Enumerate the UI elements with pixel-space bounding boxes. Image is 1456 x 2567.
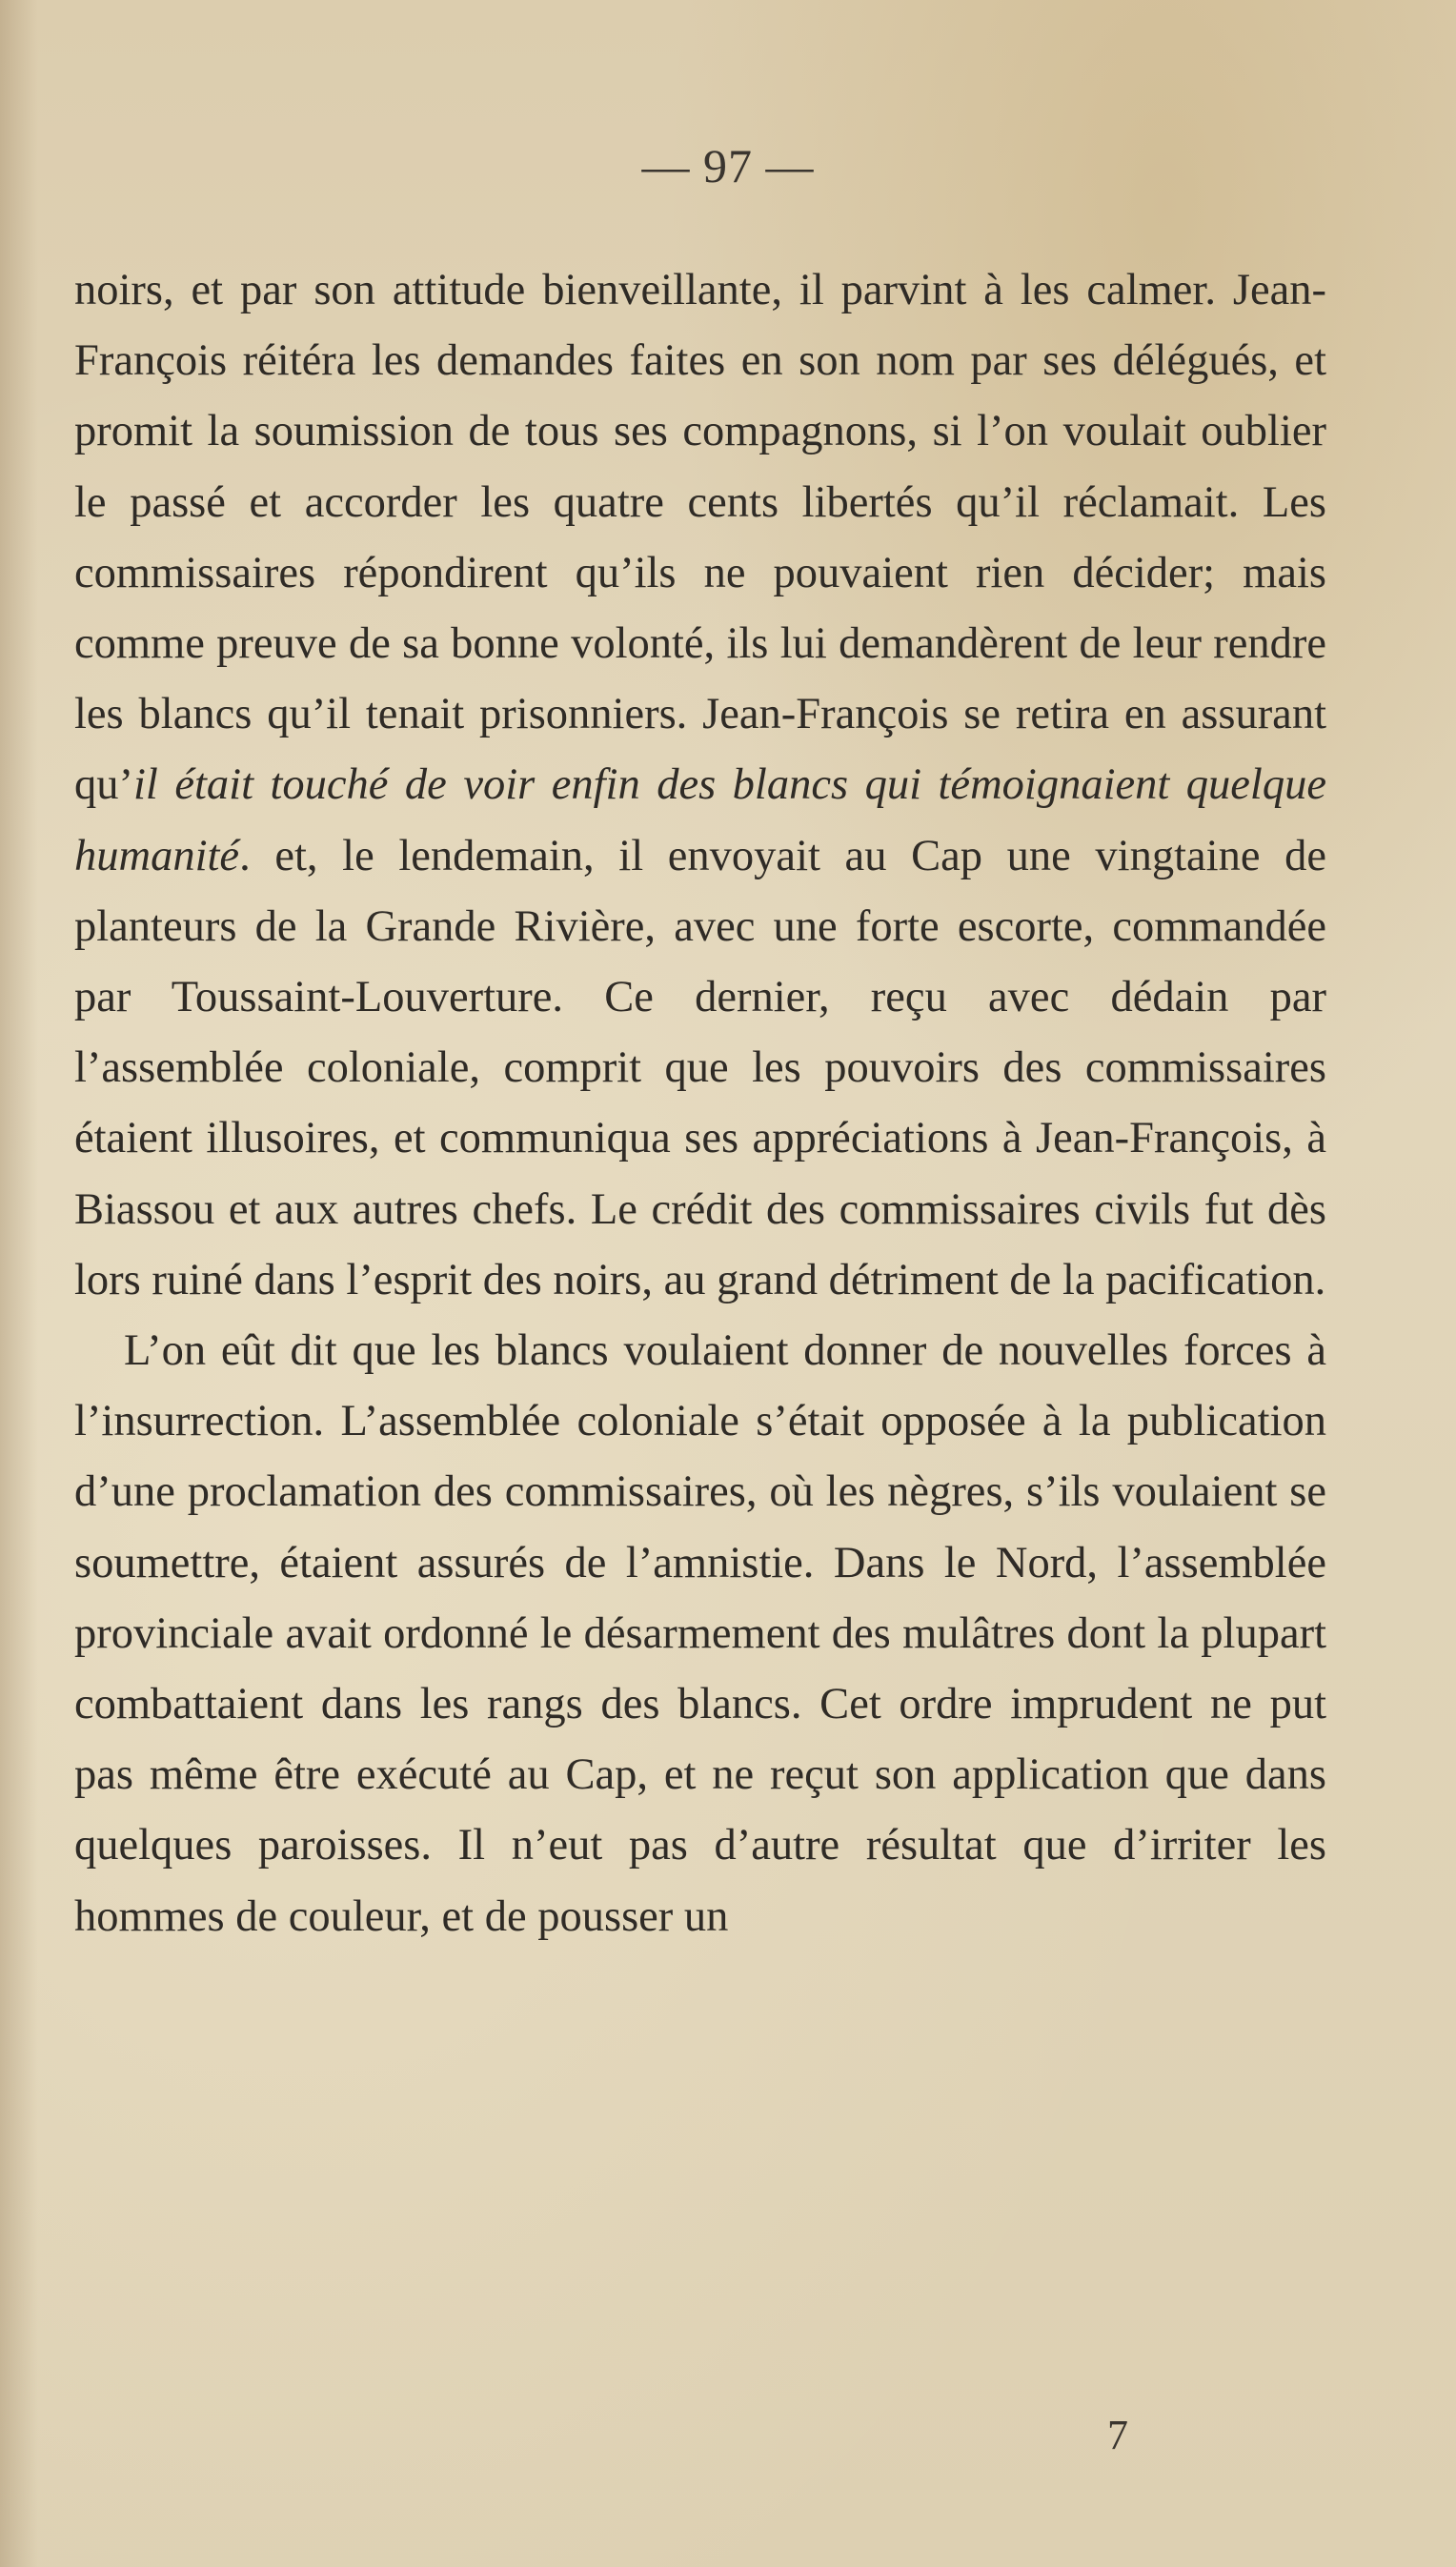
- paragraph-1-italic-quote: il était touché de voir enfin des blancs qui témoignaient quelque humanité: [74, 760, 1326, 880]
- signature-mark: 7: [1107, 2412, 1128, 2458]
- paragraph-1-text-a: noirs, et par son attitude bienveillante, il parvint à les calmer. Jean-François réitéra les demandes faites en son nom par ses délégués, et promit la soumission de tous ses compagnons, si l’on voulait oublier le passé et accorder les quatre cents libertés qu’il réclamait. Les commissaires répondirent qu’ils ne pouvaient rien décider; mais comme preuve de sa bonne volonté, ils lui demandèrent de leur rendre les blancs qu’il tenait prisonniers. Jean-François se retira en assurant qu’: [74, 266, 1326, 810]
- paragraph-2-text: L’on eût dit que les blancs voulaient donner de nouvelles forces à l’insurrection. L’assemblée coloniale s’était opposée à la publication d’une proclamation des commissaires, où les nègres, s’ils voulaient se soumettre, étaient assurés de l’amnistie. Dans le Nord, l’assemblée provinciale avait ordonné le désarmement des mulâtres dont la plupart combattaient dans les rangs des blancs. Cet ordre imprudent ne put pas même être exécuté au Cap, et ne reçut son application que dans quelques paroisses. Il n’eut pas d’autre résultat que d’irriter les hommes de couleur, et de pousser un: [74, 1326, 1326, 1941]
- body-text: [74, 255, 1326, 1952]
- page-number: — 97 —: [641, 139, 815, 192]
- paragraph-1: [74, 255, 1326, 1316]
- paragraph-1-text-b: . et, le lendemain, il envoyait au Cap une vingtaine de planteurs de la Grande Rivière, avec une forte escorte, commandée par Toussaint-Louverture. Ce dernier, reçu avec dédain par l’assemblée coloniale, comprit que les pouvoirs des commissaires étaient illusoires, et communiqua ses appréciations à Jean-François, à Biassou et aux autres chefs. Le crédit des commissaires civils fut dès lors ruiné dans l’esprit des noirs, au grand détriment de la pacification.: [74, 831, 1326, 1304]
- paragraph-2: [74, 1316, 1326, 1952]
